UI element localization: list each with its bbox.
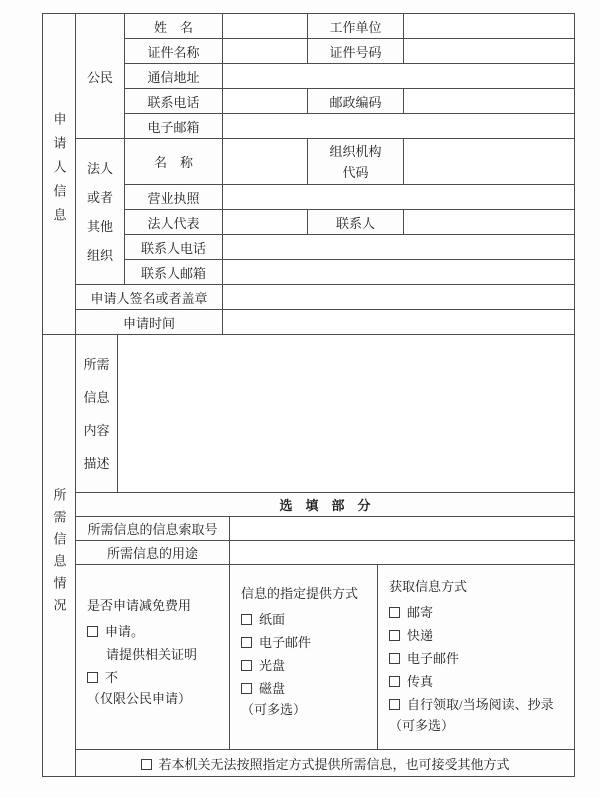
signature-input-cell[interactable] <box>223 285 575 310</box>
purpose-label: 所需信息的用途 <box>76 541 230 565</box>
obtain-self-checkbox[interactable] <box>389 699 400 710</box>
provide-method-cell <box>230 565 378 750</box>
address-label: 通信地址 <box>125 64 223 89</box>
obtain-mail-label: 邮寄 <box>407 604 434 620</box>
phone-input-cell[interactable] <box>223 89 308 114</box>
index-number-label: 所需信息的信息索取号 <box>76 517 230 541</box>
apply-time-input-cell[interactable] <box>223 310 575 335</box>
obtain-email-label: 电子邮件 <box>407 650 460 666</box>
description-label-text: 所需信息内容描述 <box>83 356 110 471</box>
name-input-cell[interactable] <box>223 14 308 39</box>
id-type-label: 证件名称 <box>125 39 223 64</box>
fee-option-no <box>87 666 225 689</box>
org-code-label <box>308 139 404 185</box>
contact-label: 联系人 <box>308 210 404 235</box>
legal-group-label <box>76 139 125 285</box>
provide-cd-label: 光盘 <box>259 658 286 673</box>
org-code-input-cell[interactable] <box>404 139 575 185</box>
provide-paper-checkbox[interactable] <box>241 614 252 625</box>
obtain-option-mail <box>389 601 570 624</box>
contact-phone-input-cell[interactable] <box>223 235 575 260</box>
legal-group-label-text: 法人或者其他组织 <box>86 160 113 263</box>
provide-email-label: 电子邮件 <box>259 635 312 650</box>
provide-method-title: 信息的指定提供方式 <box>241 586 359 601</box>
org-name-input-cell[interactable] <box>223 139 308 185</box>
application-form <box>42 13 574 777</box>
obtain-express-checkbox[interactable] <box>389 630 400 641</box>
work-unit-input-cell[interactable] <box>404 14 575 39</box>
provide-option-cd <box>241 654 373 677</box>
obtain-option-email <box>389 647 570 670</box>
fee-option-apply <box>87 620 225 643</box>
provide-cd-checkbox[interactable] <box>241 660 252 671</box>
address-input-cell[interactable] <box>223 64 575 89</box>
phone-label: 联系电话 <box>125 89 223 114</box>
provide-option-disk <box>241 677 373 700</box>
license-input-cell[interactable] <box>223 185 575 210</box>
obtain-mail-checkbox[interactable] <box>389 607 400 618</box>
contact-email-input-cell[interactable] <box>223 260 575 285</box>
postcode-input-cell[interactable] <box>404 89 575 114</box>
obtain-express-label: 快递 <box>407 627 434 643</box>
obtain-method-cell <box>378 565 575 750</box>
obtain-footnote: （可多选） <box>389 717 455 733</box>
obtain-fax-checkbox[interactable] <box>389 676 400 687</box>
applicant-section-label <box>43 14 76 335</box>
provide-disk-checkbox[interactable] <box>241 683 252 694</box>
index-number-input-cell[interactable] <box>230 517 575 541</box>
description-input-cell[interactable] <box>118 335 575 493</box>
citizen-group-label: 公民 <box>76 14 125 139</box>
other-method-note-cell <box>76 750 575 777</box>
provide-footnote: （可多选） <box>241 702 307 717</box>
obtain-option-express <box>389 624 570 647</box>
org-code-label-text: 组织机构代码 <box>329 143 382 180</box>
description-label <box>76 335 118 493</box>
contact-phone-label: 联系人电话 <box>125 235 223 260</box>
license-label: 营业执照 <box>125 185 223 210</box>
fee-apply-label: 申请。 <box>105 623 145 639</box>
id-type-input-cell[interactable] <box>223 39 308 64</box>
provide-option-paper <box>241 608 373 631</box>
provide-paper-label: 纸面 <box>259 612 286 627</box>
applicant-section-table <box>42 13 575 335</box>
other-method-checkbox[interactable] <box>141 759 152 770</box>
obtain-self-label: 自行领取/当场阅读、抄录 <box>407 696 554 712</box>
fee-footnote: （仅限公民申请） <box>87 690 192 706</box>
postcode-label: 邮政编码 <box>308 89 404 114</box>
obtain-option-fax <box>389 670 570 693</box>
provide-email-checkbox[interactable] <box>241 637 252 648</box>
fee-waiver-cell <box>76 565 230 750</box>
work-unit-label: 工作单位 <box>308 14 404 39</box>
provide-disk-label: 磁盘 <box>259 681 286 696</box>
contact-input-cell[interactable] <box>404 210 575 235</box>
obtain-email-checkbox[interactable] <box>389 653 400 664</box>
legal-rep-label: 法人代表 <box>125 210 223 235</box>
optional-section-header: 选 填 部 分 <box>76 493 575 517</box>
legal-rep-input-cell[interactable] <box>223 210 308 235</box>
obtain-method-title: 获取信息方式 <box>389 578 468 594</box>
org-name-label: 名 称 <box>125 139 223 185</box>
email-input-cell[interactable] <box>223 114 575 139</box>
email-label: 电子邮箱 <box>125 114 223 139</box>
id-number-input-cell[interactable] <box>404 39 575 64</box>
fee-apply-checkbox[interactable] <box>87 626 98 637</box>
obtain-fax-label: 传真 <box>407 673 434 689</box>
fee-waiver-title: 是否申请减免费用 <box>87 597 192 613</box>
name-label: 姓 名 <box>125 14 223 39</box>
obtain-option-self <box>389 693 570 716</box>
info-section-label-text: 所需信息情况 <box>51 487 67 620</box>
provide-option-email <box>241 631 373 654</box>
info-section-table <box>42 334 575 777</box>
contact-email-label: 联系人邮箱 <box>125 260 223 285</box>
apply-time-label: 申请时间 <box>76 310 223 335</box>
signature-label: 申请人签名或者盖章 <box>76 285 223 310</box>
other-method-note: 若本机关无法按照指定方式提供所需信息，也可接受其他方式 <box>158 756 510 772</box>
fee-apply-note: 请提供相关证明 <box>106 646 198 662</box>
id-number-label: 证件号码 <box>308 39 404 64</box>
purpose-input-cell[interactable] <box>230 541 575 565</box>
fee-no-checkbox[interactable] <box>87 672 98 683</box>
fee-no-label: 不 <box>105 669 119 685</box>
info-section-label <box>43 335 76 777</box>
applicant-section-label-text: 申请人信息 <box>51 112 67 232</box>
